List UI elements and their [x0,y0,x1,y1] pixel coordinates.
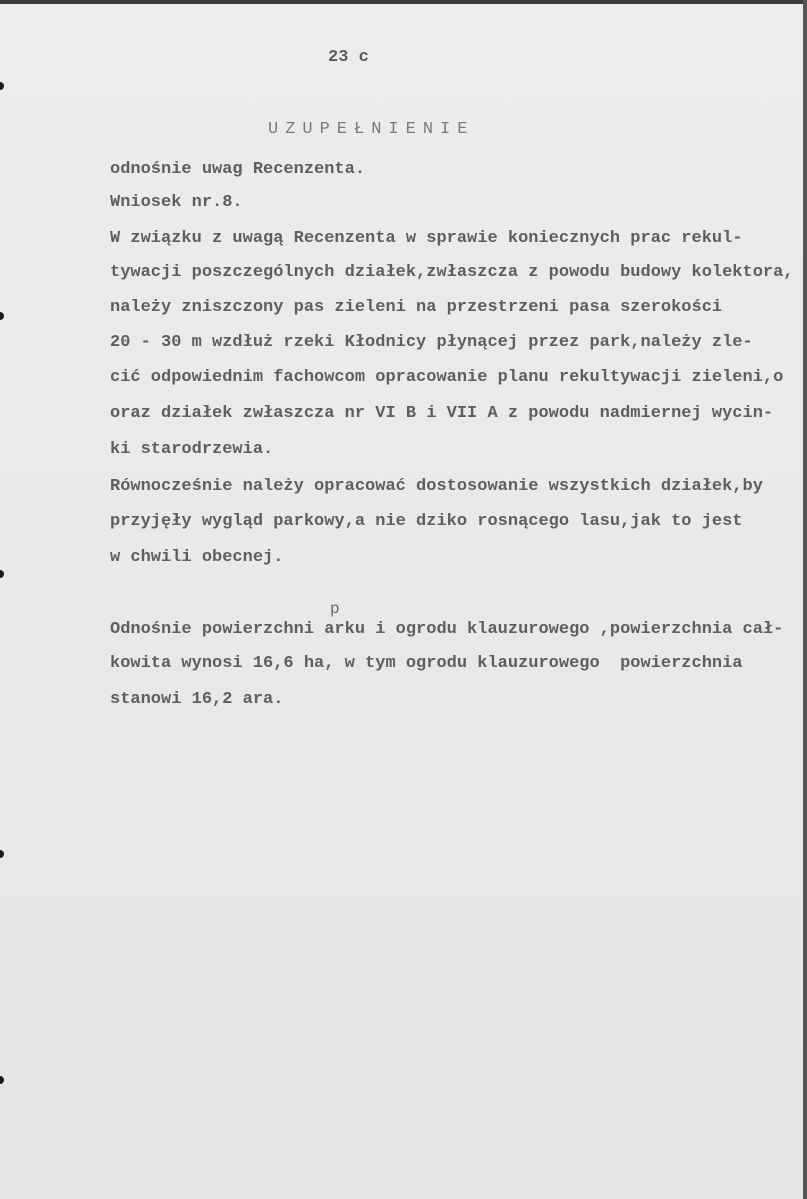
punch-hole [0,312,4,320]
text-line: Odnośnie powierzchni arku i ogrodu klauzurowego ,powierzchnia cał- [110,620,784,639]
text-line: W związku z uwagą Recenzenta w sprawie koniecznych prac rekul- [110,229,743,248]
text-line: w chwili obecnej. [110,548,284,567]
document-page [0,4,803,1199]
text-line: tywacji poszczególnych działek,zwłaszcza z powodu budowy kolektora, [110,263,794,282]
document-title: UZUPEŁNIENIE [268,120,475,139]
text-line: Wniosek nr.8. [110,193,243,212]
text-line: kowita wynosi 16,6 ha, w tym ogrodu klauzurowego powierzchnia [110,654,743,673]
scan-edge-top [0,0,807,4]
page-number: 23 c [328,48,369,67]
handwritten-correction: p [330,600,340,618]
text-line: ki starodrzewia. [110,440,274,459]
punch-hole [0,82,4,90]
text-line: oraz działek zwłaszcza nr VI B i VII A z powodu nadmiernej wycin- [110,404,774,423]
text-line: odnośnie uwag Recenzenta. [110,160,366,179]
text-line: przyjęły wygląd parkowy,a nie dziko rosnącego lasu,jak to jest [110,512,743,531]
text-line: należy zniszczony pas zieleni na przestrzeni pasa szerokości [110,298,723,317]
text-line: 20 - 30 m wzdłuż rzeki Kłodnicy płynącej przez park,należy zle- [110,333,753,352]
text-line: stanowi 16,2 ara. [110,690,284,709]
scan-edge-right [803,0,807,1199]
punch-hole [0,1076,4,1084]
text-line: cić odpowiednim fachowcom opracowanie planu rekultywacji zieleni,o [110,368,784,387]
text-line: Równocześnie należy opracować dostosowanie wszystkich działek,by [110,477,763,496]
punch-hole [0,850,4,858]
punch-hole [0,570,4,578]
